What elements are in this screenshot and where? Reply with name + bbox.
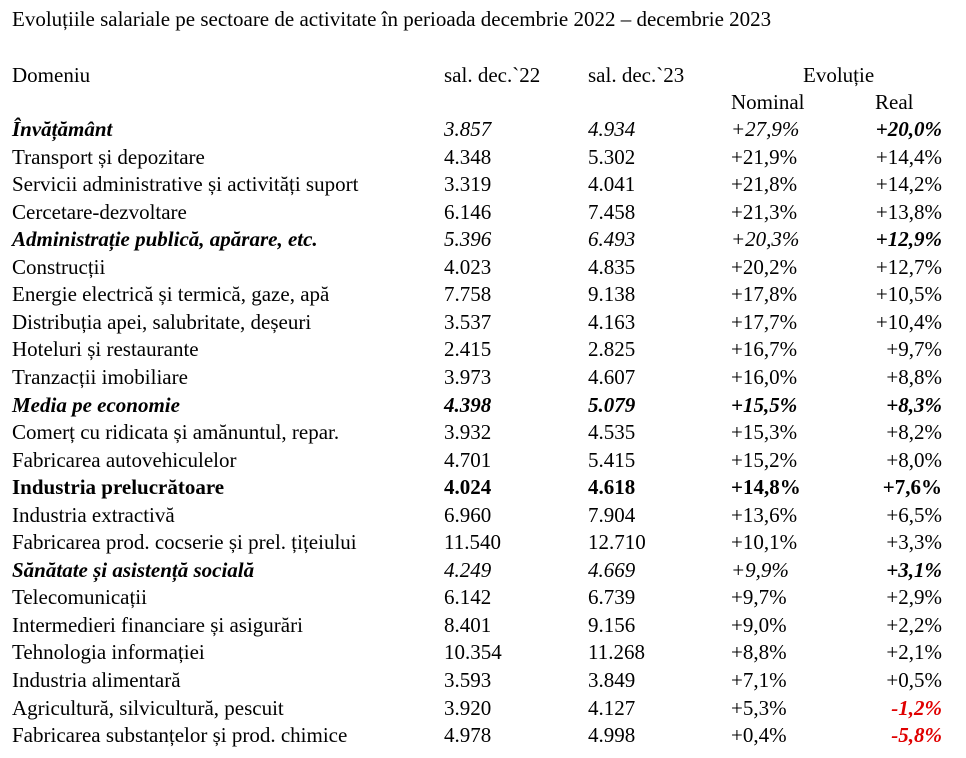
table-row (0, 557, 966, 585)
salary-2022-value: 3.973 (444, 364, 492, 389)
nominal-change-value: +17,8% (731, 282, 798, 307)
nominal-change-value: +21,3% (731, 199, 798, 224)
sector-name: Hoteluri și restaurante (12, 337, 199, 362)
table-row (0, 309, 966, 337)
salary-2023-value: 2.825 (588, 337, 636, 362)
table-row (0, 392, 966, 420)
nominal-change-value: +7,1% (731, 668, 787, 692)
salary-2022-value: 4.398 (444, 392, 492, 417)
nominal-change-value: +5,3% (731, 695, 787, 720)
real-change-value: +13,8% (875, 199, 942, 224)
salary-2022-value: 3.857 (444, 117, 492, 141)
real-change-value: +3,1% (886, 557, 942, 582)
table-row (0, 447, 966, 475)
page-title: Evoluțiile salariale pe sectoare de activitate în perioada decembrie 2022 – decembrie 2023 (12, 7, 772, 31)
table-row (0, 474, 966, 502)
salary-2022-value: 10.354 (444, 640, 502, 665)
salary-2022-value: 8.401 (444, 612, 492, 637)
header-domain: Domeniu (12, 63, 91, 87)
sector-name: Fabricarea substanțelor și prod. chimice (12, 723, 348, 748)
nominal-change-value: +9,7% (731, 585, 787, 610)
sector-name: Comerț cu ridicata și amănuntul, repar. (12, 420, 340, 445)
salary-2023-value: 4.535 (588, 420, 636, 445)
sector-name: Agricultură, silvicultură, pescuit (12, 695, 284, 720)
table-row (0, 144, 966, 172)
table-row (0, 667, 966, 695)
salary-2022-value: 4.348 (444, 144, 492, 169)
real-change-value: -1,2% (891, 695, 942, 720)
table-row (0, 116, 966, 144)
salary-2023-value: 6.493 (588, 227, 636, 252)
sector-name: Industria prelucrătoare (12, 475, 225, 500)
nominal-change-value: +15,5% (731, 392, 798, 417)
real-change-value: +12,9% (875, 227, 942, 252)
sector-name: Administrație publică, apărare, etc. (12, 227, 318, 252)
header-salary-2023: sal. dec.`23 (588, 63, 685, 87)
table-row (0, 226, 966, 254)
table-row (0, 612, 966, 640)
sector-name: Energie electrică și termică, gaze, apă (12, 282, 330, 307)
salary-2022-value: 6.146 (444, 199, 492, 224)
table-row (0, 199, 966, 227)
sector-name: Media pe economie (12, 392, 180, 417)
sector-name: Fabricarea autovehiculelor (12, 447, 237, 472)
table-row (0, 529, 966, 557)
salary-2022-value: 3.932 (444, 420, 492, 445)
salary-2022-value: 6.142 (444, 585, 492, 610)
sector-name: Servicii administrative și activități suport (12, 172, 359, 197)
salary-2023-value: 4.163 (588, 309, 636, 334)
table-row (0, 639, 966, 667)
nominal-change-value: +21,8% (731, 172, 798, 197)
header-evolution: Evoluție (803, 63, 875, 87)
nominal-change-value: +13,6% (731, 502, 798, 527)
table-row (0, 336, 966, 364)
nominal-change-value: +10,1% (731, 530, 798, 555)
salary-2023-value: 4.998 (588, 723, 636, 748)
real-change-value: +14,4% (875, 144, 942, 169)
nominal-change-value: +16,7% (731, 337, 798, 362)
salary-2022-value: 3.537 (444, 309, 492, 334)
sector-name: Construcții (12, 254, 106, 279)
salary-2023-value: 5.415 (588, 447, 636, 472)
real-change-value: +2,9% (886, 585, 942, 610)
real-change-value: +8,2% (886, 420, 942, 445)
nominal-change-value: +0,4% (731, 723, 787, 748)
table-row (0, 722, 966, 750)
real-change-value: +2,1% (886, 640, 942, 665)
sector-name: Transport și depozitare (12, 144, 205, 169)
salary-2022-value: 5.396 (444, 227, 492, 252)
real-change-value: +10,5% (875, 282, 942, 307)
header-nominal: Nominal (731, 90, 805, 114)
nominal-change-value: +21,9% (731, 144, 798, 169)
real-change-value: +8,8% (886, 364, 942, 389)
sector-name: Intermedieri financiare și asigurări (12, 612, 303, 637)
salary-2023-value: 9.156 (588, 612, 636, 637)
sector-name: Fabricarea prod. cocserie și prel. țițeiului (12, 530, 357, 555)
real-change-value: +0,5% (886, 668, 942, 692)
sector-name: Cercetare-dezvoltare (12, 199, 187, 224)
salary-2022-value: 4.701 (444, 447, 492, 472)
salary-2023-value: 7.904 (588, 502, 636, 527)
salary-2022-value: 11.540 (444, 530, 501, 555)
nominal-change-value: +15,2% (731, 447, 798, 472)
real-change-value: +9,7% (886, 337, 942, 362)
table-row (0, 419, 966, 447)
table-row (0, 364, 966, 392)
salary-2022-value: 7.758 (444, 282, 492, 307)
salary-2023-value: 9.138 (588, 282, 636, 307)
sector-name: Industria alimentară (12, 668, 181, 692)
nominal-change-value: +20,2% (731, 254, 798, 279)
salary-2022-value: 4.978 (444, 723, 492, 748)
salary-2022-value: 3.319 (444, 172, 492, 197)
salary-2023-value: 4.041 (588, 172, 636, 197)
table-row (0, 695, 966, 723)
nominal-change-value: +27,9% (731, 117, 800, 141)
table-row (0, 502, 966, 530)
salary-2023-value: 7.458 (588, 199, 636, 224)
table-row (0, 171, 966, 199)
sector-name: Industria extractivă (12, 502, 175, 527)
nominal-change-value: +15,3% (731, 420, 798, 445)
salary-2023-value: 4.669 (588, 557, 636, 582)
real-change-value: +8,0% (886, 447, 942, 472)
salary-2022-value: 2.415 (444, 337, 492, 362)
table-row (0, 584, 966, 612)
salary-2023-value: 4.618 (588, 475, 636, 500)
real-change-value: +14,2% (875, 172, 942, 197)
nominal-change-value: +20,3% (731, 227, 800, 252)
salary-2023-value: 4.607 (588, 364, 636, 389)
salary-2022-value: 3.920 (444, 695, 492, 720)
real-change-value: +7,6% (882, 475, 942, 500)
salary-2023-value: 3.849 (588, 668, 636, 692)
salary-2023-value: 4.835 (588, 254, 636, 279)
salary-2023-value: 4.127 (588, 695, 636, 720)
real-change-value: +10,4% (875, 309, 942, 334)
header-real: Real (875, 90, 914, 114)
sector-name: Tehnologia informației (12, 640, 205, 665)
real-change-value: +6,5% (886, 502, 942, 527)
table-row (0, 254, 966, 282)
sector-name: Sănătate și asistență socială (12, 557, 255, 582)
salary-2022-value: 6.960 (444, 502, 492, 527)
salary-2023-value: 5.079 (588, 392, 636, 417)
real-change-value: +20,0% (875, 117, 942, 141)
real-change-value: -5,8% (891, 723, 942, 748)
real-change-value: +8,3% (886, 392, 942, 417)
salary-2022-value: 4.249 (444, 557, 492, 582)
sector-name: Tranzacții imobiliare (12, 364, 188, 389)
salary-2023-value: 12.710 (588, 530, 646, 555)
sector-name: Telecomunicații (12, 585, 147, 610)
nominal-change-value: +9,0% (731, 612, 787, 637)
salary-2022-value: 4.024 (444, 475, 492, 500)
nominal-change-value: +16,0% (731, 364, 798, 389)
salary-2023-value: 11.268 (588, 640, 645, 665)
salary-2023-value: 6.739 (588, 585, 636, 610)
salary-2023-value: 4.934 (588, 117, 636, 141)
table-row (0, 281, 966, 309)
nominal-change-value: +14,8% (731, 475, 801, 500)
sector-name: Distribuția apei, salubritate, deșeuri (12, 309, 312, 334)
nominal-change-value: +8,8% (731, 640, 787, 665)
nominal-change-value: +9,9% (731, 557, 789, 582)
real-change-value: +12,7% (875, 254, 942, 279)
salary-2022-value: 3.593 (444, 668, 492, 692)
real-change-value: +3,3% (886, 530, 942, 555)
real-change-value: +2,2% (886, 612, 942, 637)
nominal-change-value: +17,7% (731, 309, 798, 334)
salary-2023-value: 5.302 (588, 144, 636, 169)
salary-2022-value: 4.023 (444, 254, 492, 279)
header-salary-2022: sal. dec.`22 (444, 63, 541, 87)
sector-name: Învățământ (12, 117, 113, 141)
